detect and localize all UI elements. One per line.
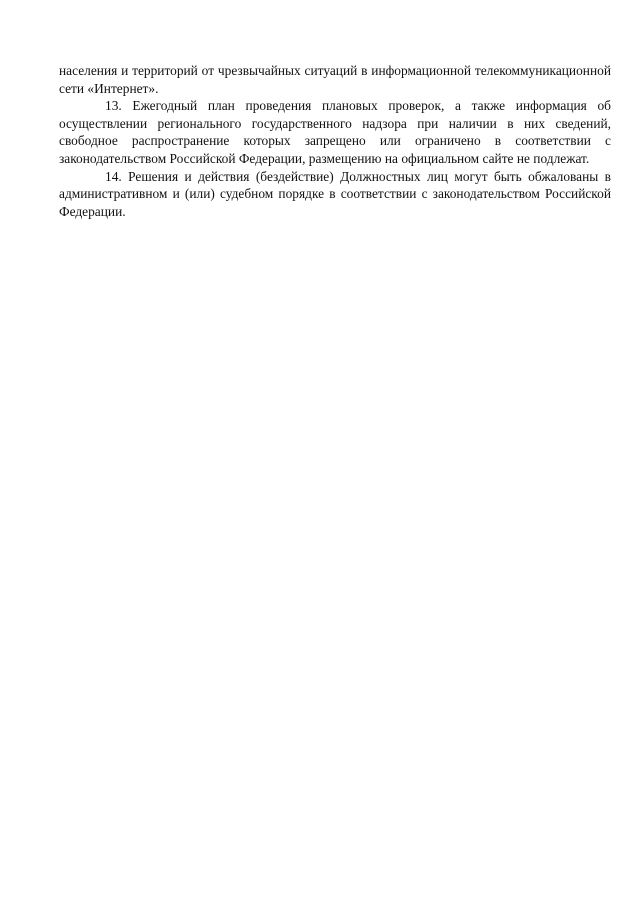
- paragraph-14: 14. Решения и действия (бездействие) Должностных лиц могут быть обжалованы в административном и (или) судебном порядке в соответствии с законодательством Российской Федерации.: [59, 168, 611, 219]
- paragraph-13: 13. Ежегодный план проведения плановых проверок, а также информация об осуществлении регионального государственного надзора при наличии в них сведений, свободное распространение которых запрещено или ограничено в соответствии с законодательством Российской Федерации, размещению на официальном сайте не подлежат.: [59, 98, 611, 166]
- document-body: [59, 62, 611, 220]
- paragraph-continuation: населения и территорий от чрезвычайных ситуаций в информационной телекоммуникационной сети «Интернет».: [59, 63, 611, 96]
